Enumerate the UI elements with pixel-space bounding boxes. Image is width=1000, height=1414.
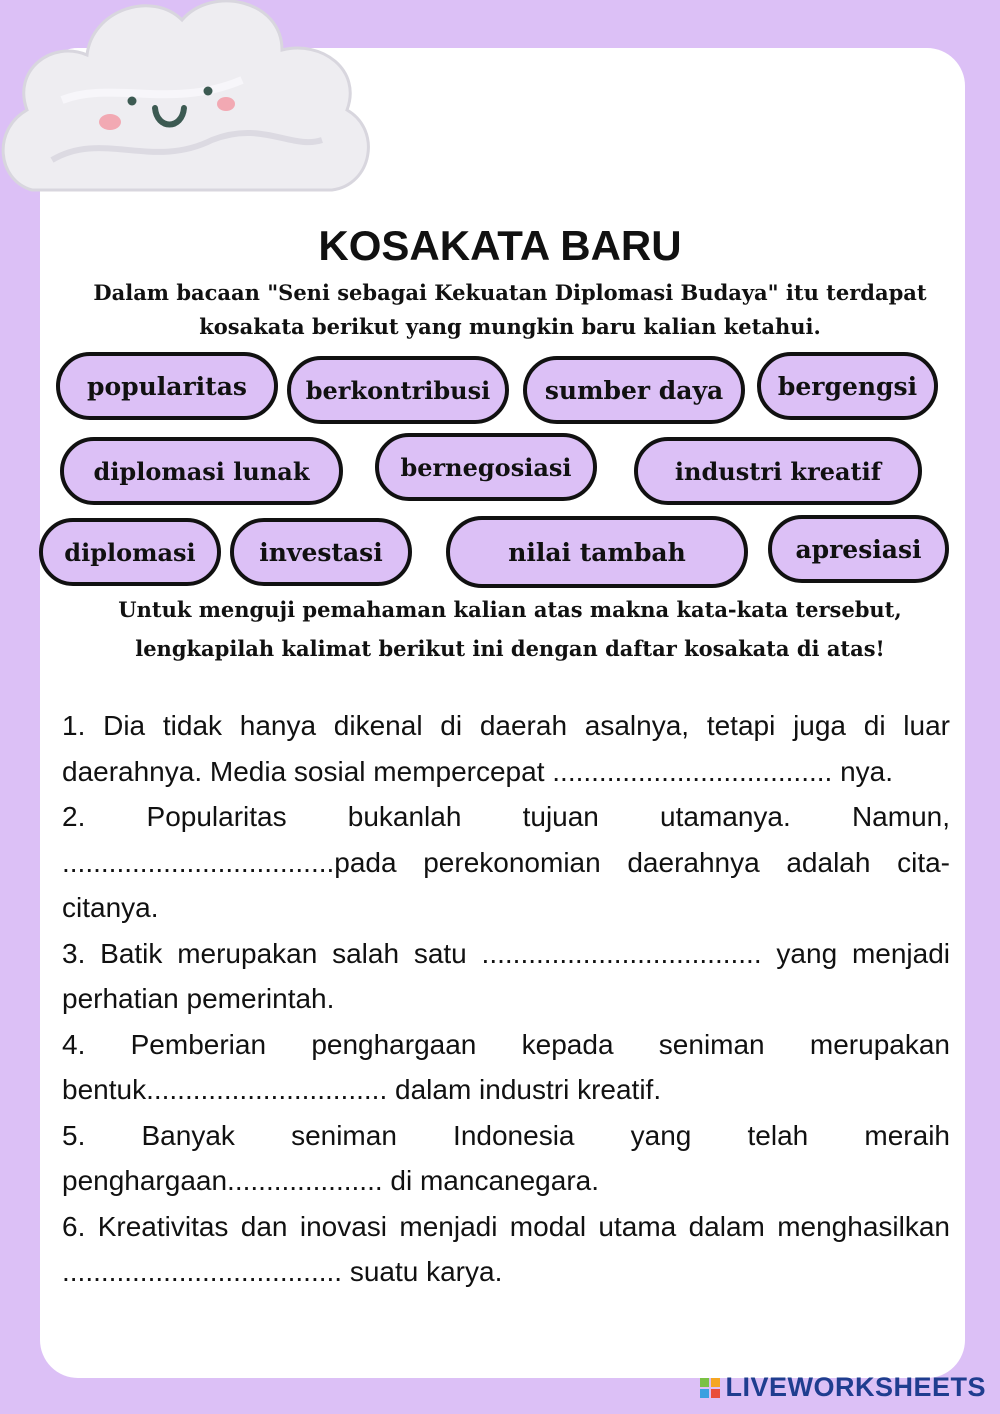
page-title: KOSAKATA BARU — [318, 222, 682, 269]
liveworksheets-logo[interactable] — [700, 1372, 986, 1403]
question-item: 5. Banyak seniman Indonesia yang telah meraih penghargaan.................... di mancanegara. — [62, 1119, 950, 1196]
vocab-chip[interactable]: diplomasi lunak — [60, 437, 343, 505]
brand-text: LIVEWORKSHEETS — [725, 1372, 986, 1402]
vocab-chip[interactable]: apresiasi — [768, 515, 949, 583]
vocab-chip[interactable]: berkontribusi — [287, 356, 509, 424]
question-item: 2. Popularitas bukanlah tujuan utamanya. Namun, ...................................pada perekonomian daerahnya adalah cita-citanya. — [62, 801, 950, 923]
vocab-chip[interactable]: industri kreatif — [634, 437, 922, 505]
instruction-text: Untuk menguji pemahaman kalian atas makna kata-kata tersebut, lengkapilah kalimat berikut ini dengan daftar kosakata di atas! — [118, 597, 902, 661]
question-item: 4. Pemberian penghargaan kepada seniman merupakan bentuk............................... dalam industri kreatif. — [62, 1028, 950, 1105]
question-item: 1. Dia tidak hanya dikenal di daerah asalnya, tetapi juga di luar daerahnya. Media sosial mempercepat .................................... nya. — [62, 710, 950, 787]
vocab-chip[interactable]: nilai tambah — [446, 516, 748, 588]
vocab-chip[interactable]: investasi — [230, 518, 412, 586]
vocab-chip[interactable]: sumber daya — [523, 356, 745, 424]
question-item: 6. Kreativitas dan inovasi menjadi modal utama dalam menghasilkan .................................... suatu karya. — [62, 1210, 950, 1287]
vocab-chip[interactable]: diplomasi — [39, 518, 221, 586]
cloud-mascot-icon — [0, 0, 392, 240]
vocab-chip[interactable]: popularitas — [56, 352, 278, 420]
question-list — [62, 703, 950, 1295]
liveworksheets-logo-icon — [700, 1378, 720, 1398]
intro-text: Dalam bacaan "Seni sebagai Kekuatan Diplomasi Budaya" itu terdapat kosakata berikut yang mungkin baru kalian ketahui. — [93, 280, 927, 339]
question-item: 3. Batik merupakan salah satu .................................... yang menjadi perhatian pemerintah. — [62, 937, 950, 1014]
vocab-chip[interactable]: bernegosiasi — [375, 433, 597, 501]
vocab-chip[interactable]: bergengsi — [757, 352, 938, 420]
